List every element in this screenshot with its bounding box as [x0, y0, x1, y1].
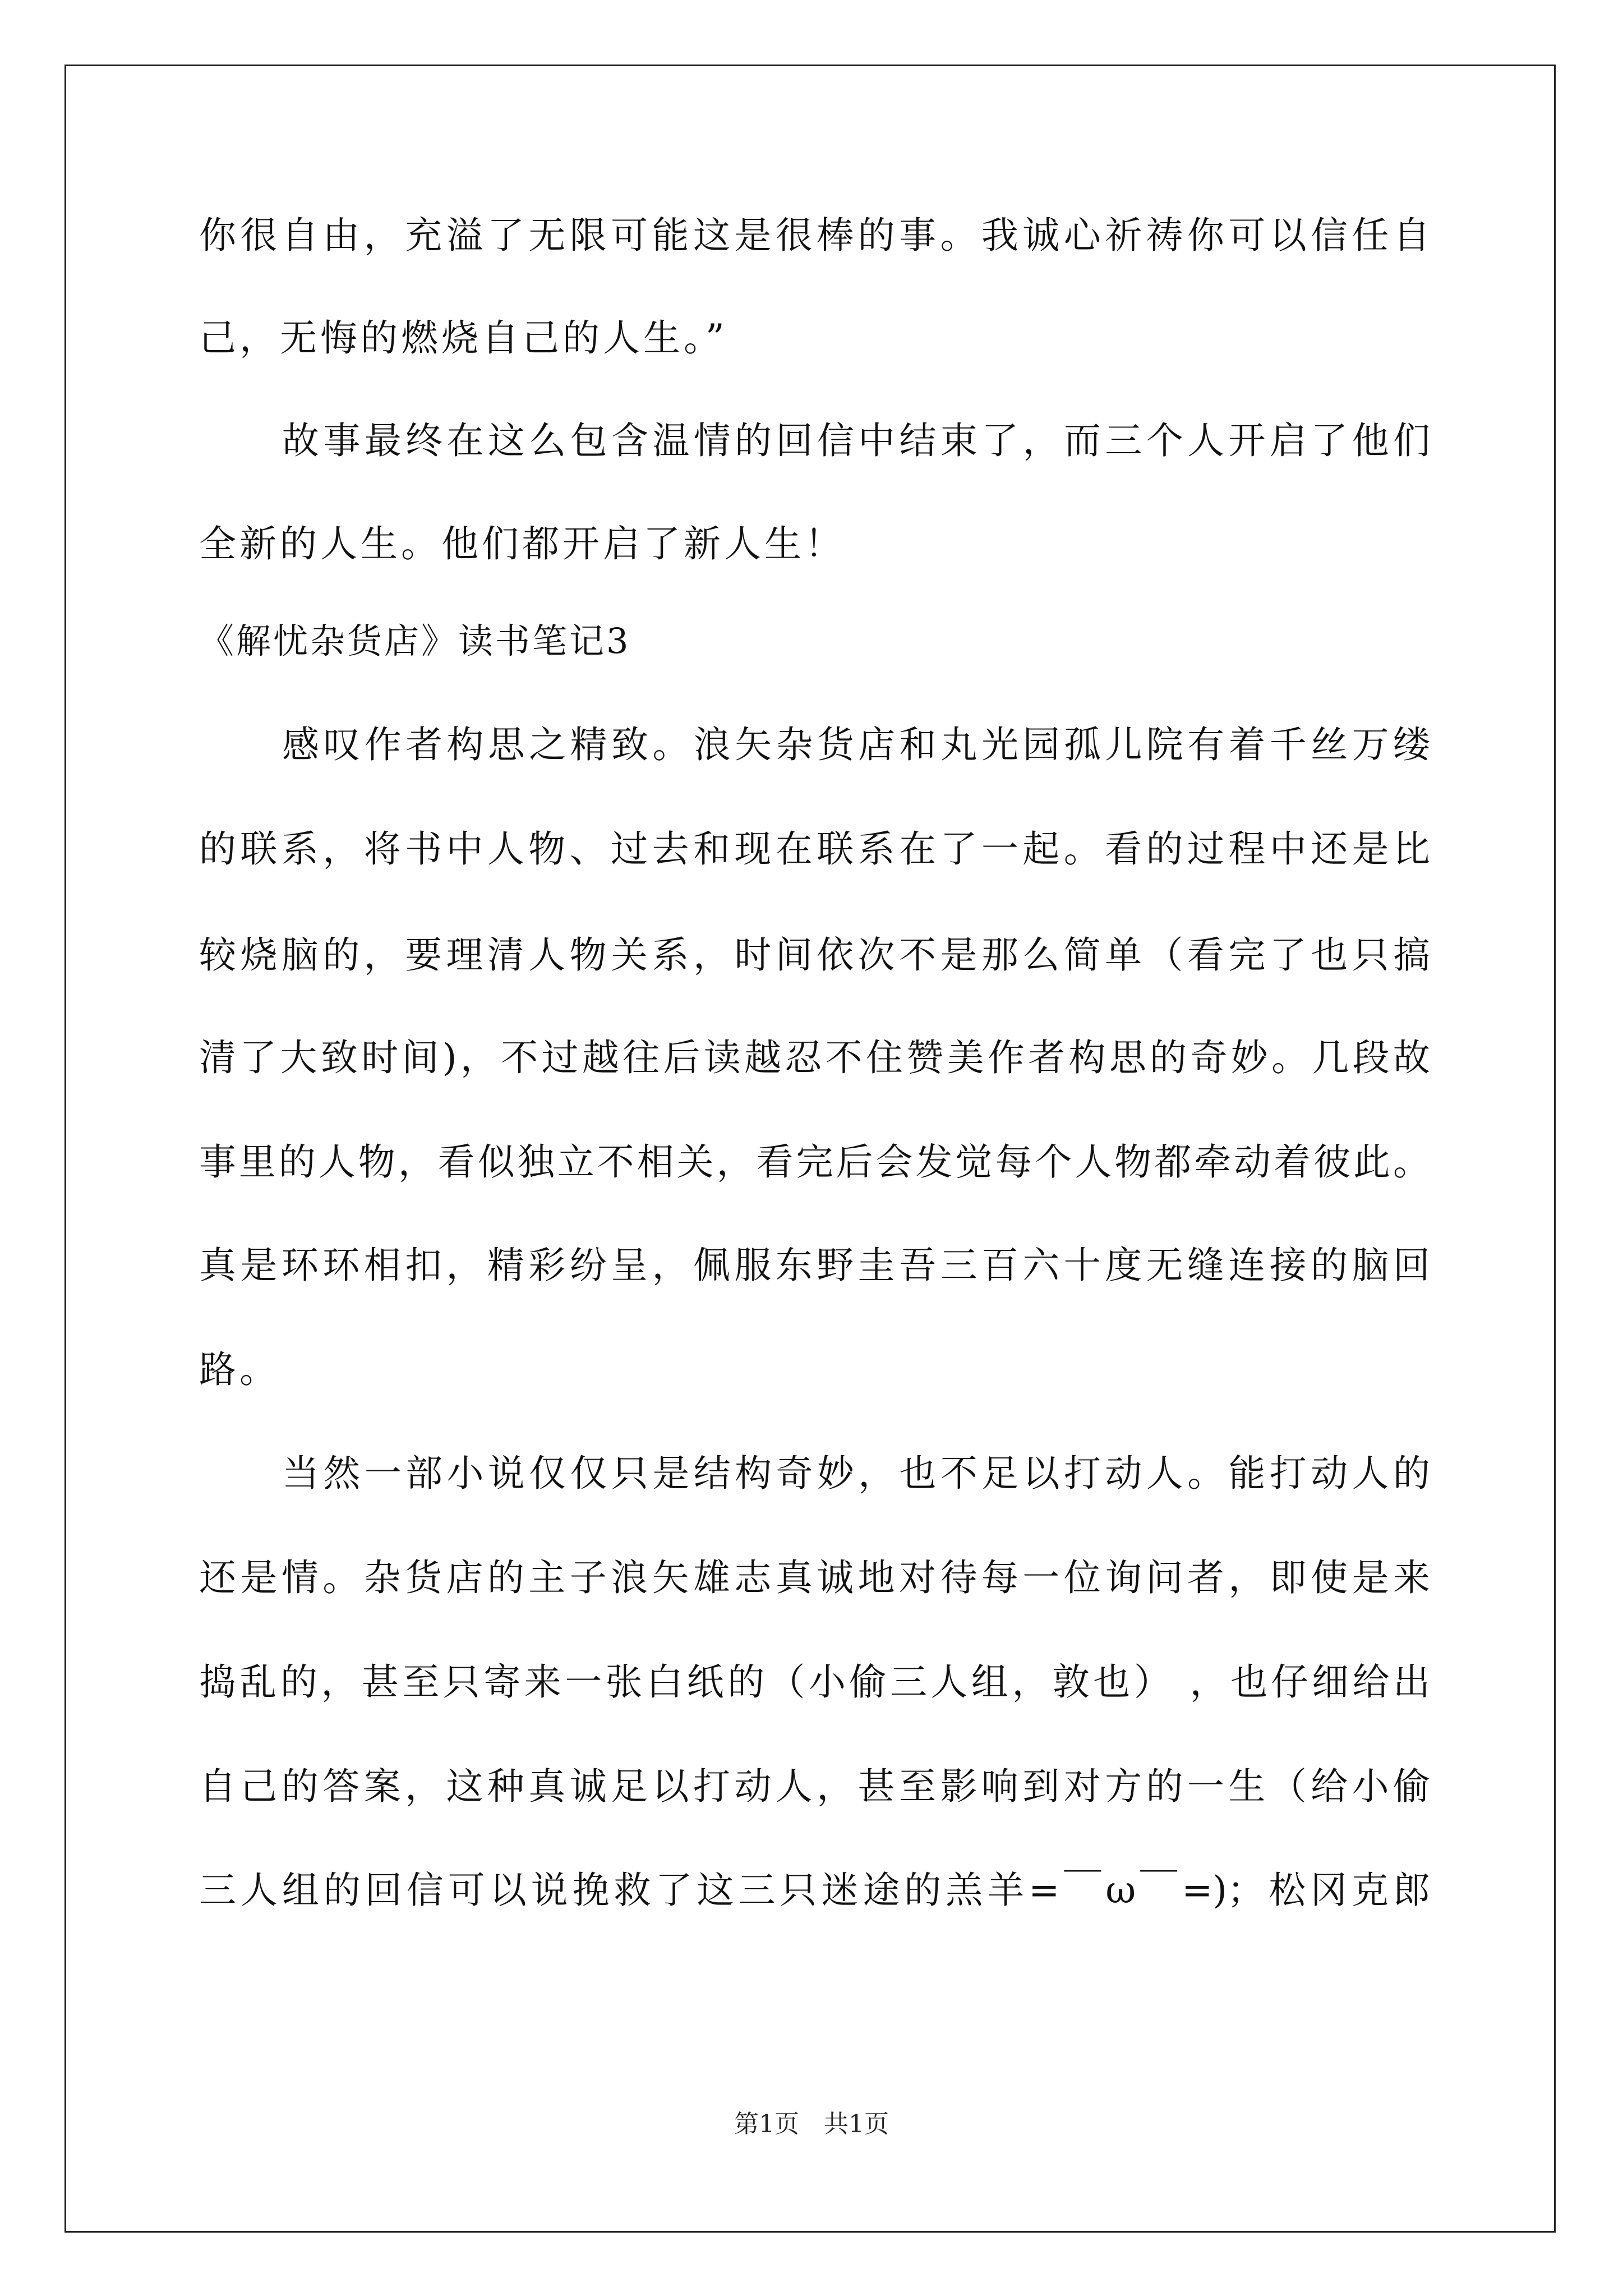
text-line-7: 的联系，将书中人物、过去和现在联系在了一起。看的过程中还是比 — [199, 827, 1430, 871]
page-footer: 第1页 共1页 — [734, 2110, 889, 2138]
text-line-15: 捣乱的，甚至只寄来一张白纸的（小偷三人组，敦也） ，也仔细给出 — [199, 1660, 1430, 1704]
text-line-2: 己，无悔的燃烧自己的人生。” — [199, 316, 728, 360]
text-line-13: 当然一部小说仅仅只是结构奇妙，也不足以打动人。能打动人的 — [282, 1452, 1430, 1495]
text-line-10: 事里的人物，看似独立不相关，看完后会发觉每个人物都牵动着彼此。 — [199, 1140, 1430, 1184]
text-line-3: 故事最终在这么包含温情的回信中结束了，而三个人开启了他们 — [282, 419, 1430, 462]
text-line-4: 全新的人生。他们都开启了新人生！ — [199, 522, 845, 565]
text-line-6: 感叹作者构思之精致。浪矢杂货店和丸光园孤儿院有着千丝万缕 — [282, 723, 1430, 766]
text-line-16: 自己的答案，这种真诚足以打动人，甚至影响到对方的一生（给小偷 — [199, 1765, 1430, 1808]
text-line-8: 较烧脑的，要理清人物关系，时间依次不是那么简单（看完了也只搞 — [199, 933, 1430, 977]
text-line-14: 还是情。杂货店的主子浪矢雄志真诚地对待每一位询问者，即使是来 — [199, 1556, 1430, 1599]
text-line-12: 路。 — [199, 1348, 280, 1391]
text-line-1: 你很自由，充溢了无限可能这是很棒的事。我诚心祈祷你可以信任自 — [199, 214, 1430, 257]
section-heading: 《解忧杂货店》读书笔记3 — [199, 620, 631, 661]
text-line-17: 三人组的回信可以说挽救了这三只迷途的羔羊=￣ω￣=)；松冈克郎 — [199, 1869, 1430, 1912]
text-line-11: 真是环环相扣，精彩纷呈，佩服东野圭吾三百六十度无缝连接的脑回 — [199, 1244, 1430, 1287]
text-line-9: 清了大致时间)，不过越往后读越忍不住赞美作者构思的奇妙。几段故 — [199, 1036, 1430, 1079]
